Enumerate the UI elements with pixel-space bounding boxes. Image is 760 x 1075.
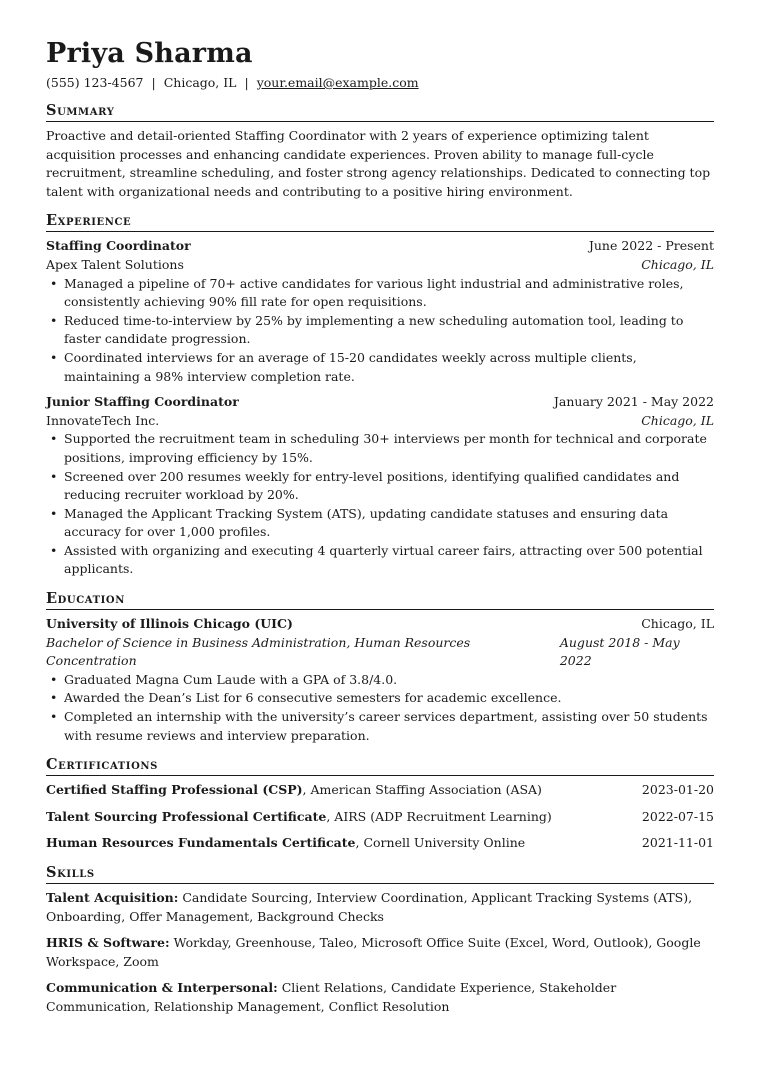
- job-dates: June 2022 - Present: [588, 238, 714, 254]
- bullet-item: • Screened over 200 resumes weekly for entry-level positions, identifying qualified candidates and reducing recruiter workload by 20%.: [46, 468, 714, 505]
- section-heading-experience: Experience: [46, 212, 714, 232]
- bullet-item: • Completed an internship with the university’s career services department, assisting over 50 students with resume reviews and interview preparation.: [46, 708, 714, 745]
- certifications-section: [46, 756, 714, 853]
- contact-location: Chicago, IL: [163, 75, 237, 90]
- school-name: University of Illinois Chicago (UIC): [46, 616, 293, 632]
- resume-content: [46, 38, 714, 1017]
- certification-name: Certified Staffing Professional (CSP): [46, 782, 303, 798]
- contact-line: [46, 75, 714, 91]
- job-title: Junior Staffing Coordinator: [46, 394, 239, 410]
- phone-number: (555) 123-4567: [46, 75, 144, 90]
- job-location: Chicago, IL: [641, 412, 714, 428]
- degree: Bachelor of Science in Business Administration, Human Resources Concentration: [46, 634, 471, 669]
- contact-separator: |: [244, 75, 249, 90]
- bullet-item: • Coordinated interviews for an average of 15-20 candidates weekly across multiple clients, maintaining a 98% interview completion rate.: [46, 349, 714, 386]
- certification-item: [46, 834, 714, 853]
- skill-group: [46, 934, 714, 971]
- skill-group: [46, 979, 714, 1016]
- certification-issuer: , AIRS (ADP Recruitment Learning): [326, 808, 552, 824]
- skill-label: HRIS & Software:: [46, 935, 170, 951]
- job-bullets: [46, 275, 714, 387]
- bullet-item: • Graduated Magna Cum Laude with a GPA of 3.8/4.0.: [46, 671, 714, 690]
- bullet-item: • Supported the recruitment team in scheduling 30+ interviews per month for technical and corporate positions, improving efficiency by 15%.: [46, 430, 714, 467]
- certification-name: Talent Sourcing Professional Certificate: [46, 808, 327, 824]
- skill-group: [46, 889, 714, 926]
- bullet-item: • Managed a pipeline of 70+ active candidates for various light industrial and administrative roles, consistently achieving 90% fill rate for open requisitions.: [46, 275, 714, 312]
- section-heading-certifications: Certifications: [46, 756, 714, 776]
- skills-section: [46, 864, 714, 1017]
- skill-list: Client Relations, Candidate Experience, Stakeholder Communication, Relationship Management, Conflict Resolution: [46, 980, 617, 1014]
- job-dates: January 2021 - May 2022: [553, 394, 714, 410]
- certification-item: [46, 808, 714, 827]
- bullet-item: • Managed the Applicant Tracking System (ATS), updating candidate statuses and ensuring data accuracy for over 1,000 profiles.: [46, 505, 714, 542]
- education-entry: [46, 615, 714, 745]
- bullet-item: • Awarded the Dean’s List for 6 consecutive semesters for academic excellence.: [46, 689, 714, 708]
- certification-issuer: , Cornell University Online: [355, 835, 526, 851]
- experience-entry: [46, 393, 714, 579]
- summary-section: [46, 102, 714, 201]
- certification-date: 2021-11-01: [641, 835, 714, 851]
- experience-entry: [46, 237, 714, 386]
- section-heading-summary: Summary: [46, 102, 714, 122]
- skill-list: Workday, Greenhouse, Taleo, Microsoft Office Suite (Excel, Word, Outlook), Google Workspace, Zoom: [46, 935, 701, 969]
- contact-separator: |: [151, 75, 156, 90]
- certification-date: 2023-01-20: [641, 782, 714, 798]
- skill-list: Candidate Sourcing, Interview Coordination, Applicant Tracking Systems (ATS), Onboarding, Offer Management, Background Checks: [46, 890, 693, 924]
- bullet-item: • Reduced time-to-interview by 25% by implementing a new scheduling automation tool, leading to faster candidate progression.: [46, 312, 714, 349]
- summary-text: Proactive and detail-oriented Staffing Coordinator with 2 years of experience optimizing talent acquisition processes and enhancing candidate experiences. Proven ability to manage full-cycle recruitment, streamline scheduling, and foster strong agency relationships. Dedicated to connecting top talent with organizational needs and contributing to a positive hiring environment.: [46, 128, 711, 199]
- section-heading-skills: Skills: [46, 864, 714, 884]
- bullet-item: • Assisted with organizing and executing 4 quarterly virtual career fairs, attracting over 500 potential applicants.: [46, 542, 714, 579]
- certification-item: [46, 781, 714, 800]
- certification-issuer: , American Staffing Association (ASA): [302, 782, 542, 798]
- skill-label: Talent Acquisition:: [46, 890, 179, 905]
- certification-date: 2022-07-15: [641, 808, 714, 824]
- job-title: Staffing Coordinator: [46, 238, 191, 254]
- job-bullets: [46, 430, 714, 579]
- education-bullets: [46, 671, 714, 745]
- job-location: Chicago, IL: [641, 256, 714, 272]
- company-name: Apex Talent Solutions: [46, 256, 184, 272]
- education-section: [46, 590, 714, 745]
- candidate-name: Priya Sharma: [46, 38, 253, 69]
- email-link[interactable]: your.email@example.com: [256, 75, 419, 90]
- company-name: InnovateTech Inc.: [46, 412, 160, 428]
- experience-section: [46, 212, 714, 579]
- education-dates: August 2018 - May 2022: [559, 634, 680, 669]
- skill-label: Communication & Interpersonal:: [46, 980, 278, 996]
- school-location: Chicago, IL: [641, 616, 714, 632]
- certification-name: Human Resources Fundamentals Certificate: [46, 835, 356, 851]
- section-heading-education: Education: [46, 590, 714, 610]
